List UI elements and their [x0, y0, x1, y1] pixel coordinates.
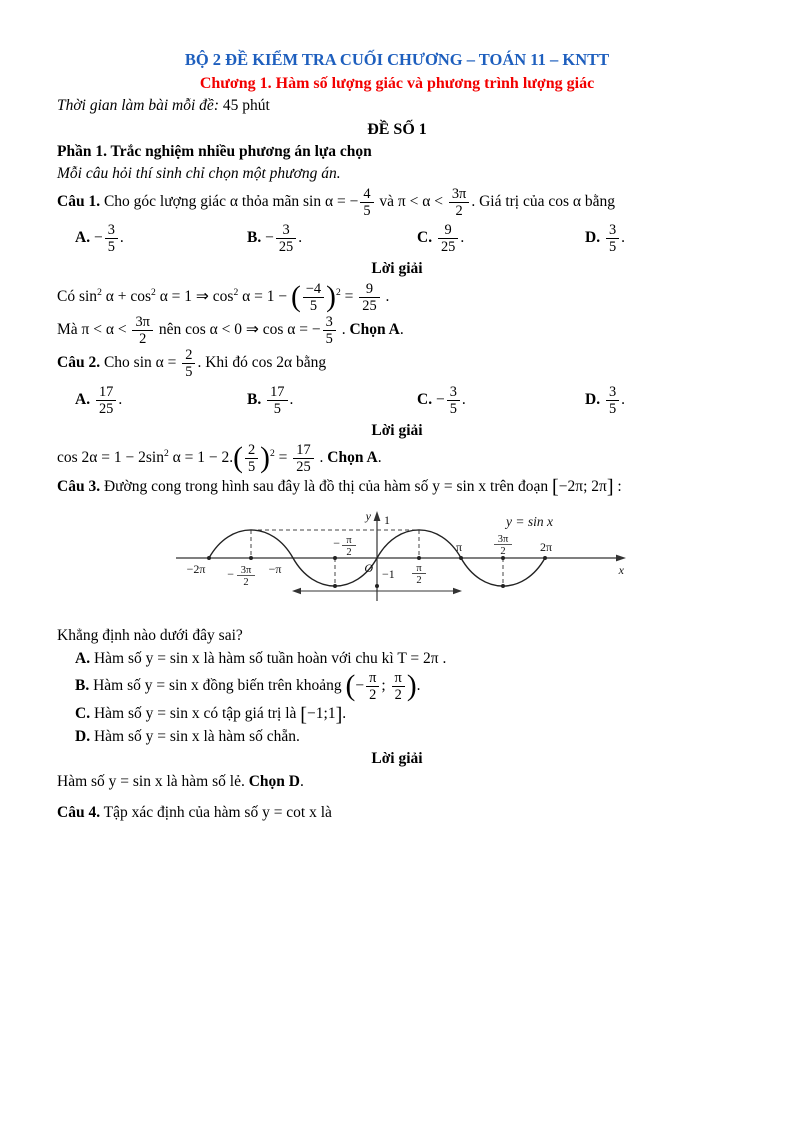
q2-solution-heading: Lời giải — [371, 421, 423, 439]
tick-mpi2-sign: − — [333, 536, 340, 551]
time-limit-value: 45 phút — [218, 97, 270, 115]
tick-m3pi2-sign: − — [227, 567, 234, 582]
tick-pi: π — [455, 540, 463, 555]
q1-option-a: A. − $\frac{3}{5}$ . — [75, 221, 124, 256]
series-title: BỘ 2 ĐỀ KIỂM TRA CUỐI CHƯƠNG – TOÁN 11 – KNTT — [184, 50, 610, 69]
q1-option-c: C. $\frac{9}{25}$ . — [417, 221, 465, 256]
part1-heading: Phần 1. Trắc nghiệm nhiều phương án lựa chọn — [57, 142, 372, 160]
q3-question: Khẳng định nào dưới đây sai? — [57, 627, 243, 645]
question-4-stem: Câu 4. Tập xác định của hàm số y = cot x là — [57, 804, 332, 822]
question-1-stem: Câu 1. Cho góc lượng giác α thỏa mãn sin α = − $\frac{4}{5}$ và π < α < $\frac{3\pi}{2}$ . Giá trị của cos α bằng — [57, 185, 616, 219]
point-pi2-axis — [417, 556, 421, 560]
q3-option-c: C. Hàm số y = sin x có tập giá trị là [−1;1]. — [75, 703, 347, 726]
tick-mpi: −π — [268, 562, 282, 577]
point-ym1 — [375, 584, 379, 588]
q2-solution-line-1: $\cos 2\alpha = 1 - 2\sin^2$ α = 1 − 2.( $\frac{2}{5}$ )$^2$ = $\frac{17}{25}$ . Chọn A. — [57, 442, 382, 476]
time-limit-label: Thời gian làm bài mỗi đề: — [57, 97, 219, 115]
time-limit-line — [57, 95, 737, 117]
y-axis-arrow — [374, 511, 381, 521]
q1-solution-line-2: Mà π < α < $\frac{3\pi}{2}$ nên cos α < 0 ⇒ cos α = − $\frac{3}{5}$ . Chọn A. — [57, 314, 404, 348]
q1-solution-heading: Lời giải — [371, 260, 423, 278]
q2-option-c: C. − $\frac{3}{5}$ . — [417, 383, 466, 417]
period-arrow-right — [453, 588, 462, 594]
q3-option-d: D. Hàm số y = sin x là hàm số chẵn. — [75, 727, 300, 745]
exam-number-heading: ĐỀ SỐ 1 — [367, 120, 427, 138]
q3-option-a: A. Hàm số y = sin x là hàm số tuần hoàn với chu kì T = 2π . — [75, 649, 447, 667]
point-2pi — [543, 556, 547, 560]
curve-equation-label: y = sin x — [506, 514, 553, 530]
x-axis-arrow — [616, 555, 626, 562]
x-axis-label: x — [618, 563, 624, 578]
tick-2pi: 2π — [539, 540, 553, 555]
y-axis-label: y — [365, 509, 371, 524]
q3-solution-line-1: Hàm số y = sin x là hàm số lẻ. Chọn D. — [57, 772, 304, 790]
q3-solution-heading: Lời giải — [371, 750, 423, 768]
tick-m3pi2-num: 3π — [240, 565, 252, 577]
q2-option-d: D. $\frac{3}{5}$ . — [585, 383, 626, 417]
point-pi — [459, 556, 463, 560]
question-2-stem: Câu 2. Cho sin α = $\frac{2}{5}$ . Khi đó cos 2α bằng — [57, 347, 327, 381]
question-1-options — [57, 222, 737, 255]
q2-option-a: A. $\frac{17}{25}$ . — [75, 383, 123, 417]
q3-option-b: B. Hàm số y = sin x đồng biến trên khoảng (− $\frac{\pi}{2}$ ; $\frac{\pi}{2}$ ). — [75, 669, 421, 704]
chapter-title: Chương 1. Hàm số lượng giác và phương trình lượng giác — [199, 74, 595, 92]
q1-option-b: B. − $\frac{3}{25}$ . — [247, 221, 303, 256]
sine-graph-figure — [57, 506, 737, 615]
ym1-label: −1 — [382, 567, 395, 582]
point-m2pi — [207, 556, 211, 560]
part1-instruction: Mỗi câu hỏi thí sinh chỉ chọn một phương án. — [57, 165, 341, 183]
q1-option-d: D. $\frac{3}{5}$ . — [585, 221, 626, 256]
q2-option-b: B. $\frac{17}{5}$ . — [247, 383, 294, 417]
tick-mpi2-den: 2 — [346, 547, 352, 559]
tick-3pi2-num: 3π — [497, 534, 509, 546]
question-3-stem: Câu 3. Đường cong trong hình sau đây là đồ thị của hàm số y = sin x trên đoạn [−2π; 2π] : — [57, 475, 622, 498]
question-2-options — [57, 384, 737, 417]
tick-pi2-num: π — [416, 563, 422, 575]
tick-m2pi: −2π — [186, 562, 206, 577]
tick-3pi2-den: 2 — [500, 546, 506, 558]
point-3pi2-trough — [501, 584, 505, 588]
point-m3pi2-axis — [249, 556, 253, 560]
y1-label: 1 — [384, 513, 390, 528]
q1-solution-line-1: Có $\sin^2 \alpha + \cos^2 \alpha = 1$ ⇒ $\cos^2 \alpha = 1$ − ( $\frac{-4}{5}$ )$^2$ = $\frac{9}{25}$ . — [57, 280, 390, 314]
sine-graph — [162, 506, 632, 610]
tick-mpi2-num: π — [346, 535, 352, 547]
point-mpi2-axis — [333, 556, 337, 560]
origin-label: O — [364, 561, 373, 576]
tick-pi2-den: 2 — [416, 575, 422, 587]
tick-m3pi2-den: 2 — [243, 577, 249, 589]
period-arrow-left — [292, 588, 301, 594]
point-mpi2-trough — [333, 584, 337, 588]
